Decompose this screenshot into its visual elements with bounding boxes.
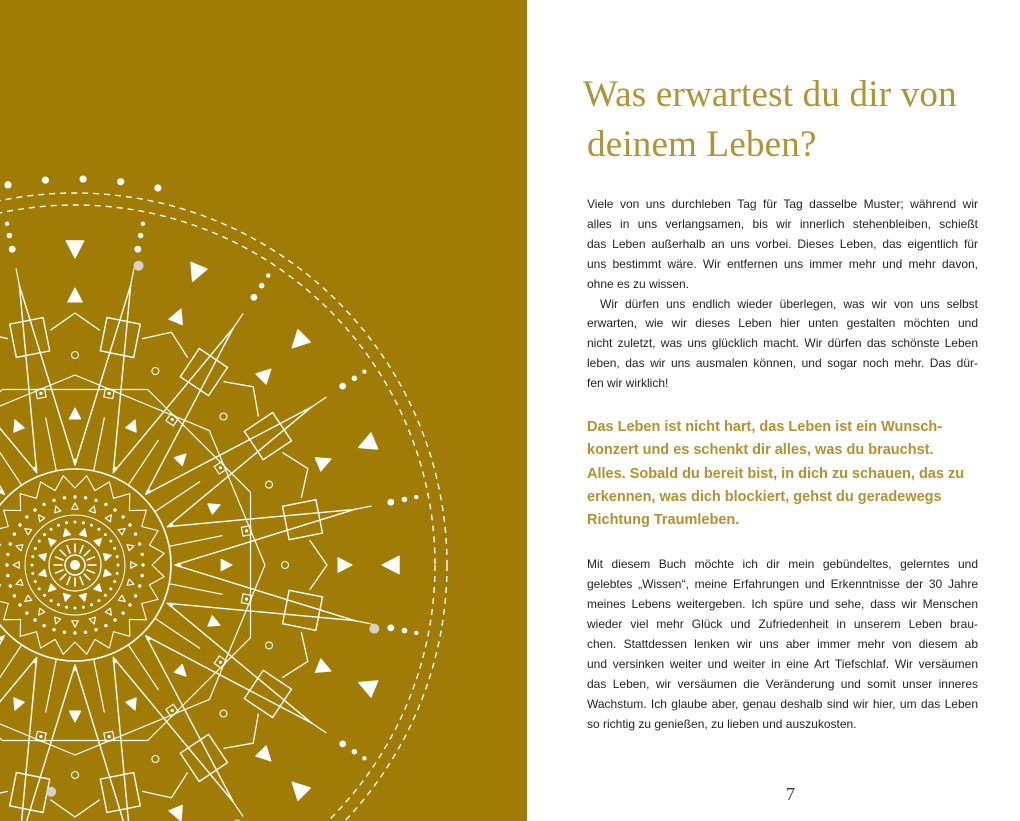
mandala-dot — [414, 495, 418, 499]
mandala-triangle — [359, 433, 378, 449]
mandala-small-ring — [220, 413, 227, 420]
body-text-line: uns bestimmt wäre. Wir entfernen uns immer mehr und mehr davon, — [587, 256, 978, 271]
mandala-dot — [113, 508, 116, 511]
mandala-triangle — [169, 309, 182, 325]
mandala-triangle — [89, 506, 95, 513]
mandala-triangle — [169, 805, 182, 821]
mandala-dot — [387, 624, 394, 631]
mandala-triangle — [315, 659, 331, 672]
mandala-triangle — [338, 558, 352, 572]
body-text-line: Mit diesem Buch möchte ich dir mein gebündeltes, gelerntes und — [587, 557, 978, 571]
mandala-triangle — [14, 420, 24, 432]
mandala-triangle — [68, 288, 82, 302]
mandala-dot — [245, 598, 248, 601]
body-text-line: ohne es zu wissen. — [587, 276, 690, 291]
mandala-line — [87, 570, 94, 573]
mandala-line — [94, 418, 105, 471]
mandala-triangle — [39, 569, 47, 576]
mandala-dot — [352, 749, 358, 755]
mandala-dot — [33, 618, 36, 621]
mandala-dot — [266, 273, 270, 277]
mandala-center-dot — [70, 560, 80, 570]
chapter-title-line: Was erwartest du dir von — [583, 74, 957, 115]
mandala-dot — [65, 521, 68, 524]
mandala-line — [312, 723, 326, 733]
mandala-dot — [121, 515, 124, 518]
mandala-line — [169, 536, 222, 547]
mandala-triangle — [104, 569, 112, 576]
mandala-dot — [97, 599, 100, 602]
mandala-triangle — [221, 559, 232, 570]
highlight-text-line: Das Leben ist nicht hart, das Leben ist ein Wunsch- — [587, 419, 943, 435]
highlight-text-line: Richtung Traumleben. — [587, 512, 740, 529]
mandala-chevron — [0, 332, 8, 357]
mandala-dot — [42, 177, 49, 184]
mandala-dot — [134, 594, 137, 597]
mandala-line — [0, 375, 75, 431]
mandala-dot — [63, 496, 66, 499]
mandala-triangle — [66, 241, 84, 258]
body-text-line: das Leben außerhalb an uns vorbei. Dieses Leben, das eigentlich für — [587, 236, 978, 251]
mandala-dot — [362, 370, 366, 374]
paragraph-intro — [587, 195, 978, 295]
mandala-dashed-ring — [0, 205, 435, 821]
mandala-triangle — [127, 579, 134, 585]
highlight-text-line: konzert und es schenkt dir alles, was du brauchst. — [587, 442, 934, 459]
mandala-line — [67, 546, 70, 553]
mandala-chevron — [224, 714, 259, 749]
mandala-triangle — [292, 330, 310, 348]
mandala-dot — [57, 524, 60, 527]
mandala-small-ring — [152, 368, 159, 375]
mandala-line — [0, 407, 4, 495]
mandala-line — [233, 802, 243, 816]
mandala-dashed-ring — [0, 193, 447, 821]
mandala-line — [113, 657, 233, 802]
mandala-line — [46, 418, 57, 471]
mandala-line — [355, 621, 372, 624]
mandala-dot — [141, 563, 144, 566]
paragraph-third — [587, 554, 978, 734]
mandala-dot — [50, 599, 53, 602]
mandala-dot — [82, 521, 85, 524]
mandala-line — [60, 550, 66, 556]
mandala-dot — [141, 222, 145, 226]
mandala-triangle — [72, 621, 78, 627]
mandala-line — [87, 557, 94, 560]
mandala-square — [244, 670, 291, 717]
mandala-dot — [128, 523, 131, 526]
mandala-dot — [116, 555, 119, 558]
mandala-triangle — [79, 529, 86, 537]
mandala-dot — [219, 466, 222, 469]
mandala-triangle — [382, 556, 399, 574]
mandala-triangle — [55, 506, 61, 513]
mandala-line — [148, 390, 251, 493]
mandala-dot — [402, 628, 408, 634]
mandala-line — [148, 638, 251, 741]
mandala-line — [169, 584, 222, 595]
mandala-triangle — [315, 458, 331, 471]
mandala-line — [46, 659, 57, 712]
mandala-triangle — [79, 594, 86, 602]
mandala-dot — [34, 547, 37, 550]
mandala-dot — [42, 503, 45, 506]
body-text-line: Viele von uns durchleben Tag für Tag dasselbe Muster; während wir — [587, 197, 978, 211]
body-text-line: nicht zuletzt, was uns glücklich macht. Wir dürfen das schönste Leben — [587, 336, 978, 351]
mandala-chevron — [142, 332, 188, 357]
mandala-triangle — [64, 529, 71, 537]
mandala-line — [131, 269, 134, 286]
body-text-line: Wachstum. Ich glaube aber, genau deshalb sind wir hier, um das Leben — [587, 697, 978, 711]
mandala-dot — [138, 584, 141, 587]
mandala-chevron — [282, 452, 307, 498]
mandala-line — [0, 636, 4, 802]
mandala-triangle — [118, 595, 125, 601]
mandala-dot — [31, 572, 34, 575]
mandala-triangle — [39, 515, 45, 522]
mandala-triangle — [64, 594, 71, 602]
mandala-dot — [104, 624, 107, 627]
mandala-dot — [116, 572, 119, 575]
mandala-dot — [52, 499, 55, 502]
mandala-dot — [113, 618, 116, 621]
mandala-triangle — [14, 698, 24, 710]
mandala-small-ring — [72, 772, 79, 779]
mandala-square — [10, 772, 50, 812]
mandala-line — [0, 645, 22, 690]
mandala-dot — [121, 611, 124, 614]
body-text-line: chen. Stattdessen lenken wir uns aber immer mehr von diesem ab — [587, 637, 978, 651]
mandala-triangle — [105, 515, 111, 522]
mandala-dot — [154, 184, 161, 191]
mandala-line — [16, 269, 19, 286]
body-text-line: Wir dürfen uns endlich wieder überlegen, was wir von uns selbst — [600, 296, 978, 311]
mandala-dot — [42, 624, 45, 627]
chapter-title-line: deinem Leben? — [587, 124, 817, 165]
mandala-dot — [104, 594, 107, 597]
mandala-triangle — [39, 608, 45, 615]
mandala-dot — [362, 756, 366, 760]
mandala-square — [244, 413, 291, 460]
mandala-dot — [104, 533, 107, 536]
mandala-line — [312, 397, 326, 407]
mandala-line — [355, 506, 372, 509]
mandala-line — [233, 314, 243, 328]
mandala-line — [0, 328, 4, 494]
mandala-dot — [74, 607, 77, 610]
mandala-square — [10, 318, 50, 358]
mandala-triangle — [105, 608, 111, 615]
mandala-triangle — [118, 529, 125, 535]
mandala-chevron — [142, 772, 188, 797]
mandala-small-ring — [266, 481, 273, 488]
mandala-small-ring — [220, 710, 227, 717]
mandala-line — [0, 657, 37, 802]
mandala-triangle — [126, 420, 136, 432]
mandala-dot — [39, 392, 42, 395]
mandala-dot — [113, 580, 116, 583]
mandala-dot — [245, 529, 248, 532]
mandala-dot — [82, 606, 85, 609]
mandala-dot — [339, 383, 346, 390]
mandala-dot — [18, 603, 21, 606]
mandala-triangle — [359, 681, 378, 697]
body-text-line: so richtig zu genießen, zu lieben und auszukosten. — [587, 717, 857, 731]
mandala-dot — [31, 564, 34, 567]
mandala-chevron — [50, 313, 99, 330]
mandala-dot — [80, 176, 87, 183]
mandala-triangle — [208, 616, 220, 626]
mandala-triangle — [16, 579, 23, 585]
mandala-square — [100, 317, 140, 357]
mandala-triangle — [49, 584, 57, 592]
mandala-dot — [50, 528, 53, 531]
mandala-dot — [104, 503, 107, 506]
mandala-dot — [9, 542, 12, 545]
mandala-dot — [18, 523, 21, 526]
mandala-dot — [117, 178, 124, 185]
mandala-triangle — [89, 617, 95, 624]
body-text-line: gelebtes „Wissen“, meine Erfahrungen und Erkenntnisse der 30 Jahre — [587, 577, 978, 591]
right-page — [527, 0, 1020, 821]
mandala-triangle — [49, 539, 57, 547]
highlight-text-line: Alles. Sobald du bereit bist, in dich zu schauen, das zu — [587, 465, 965, 482]
mandala-dot — [73, 495, 76, 498]
mandala-triangle — [25, 595, 32, 601]
body-text-line: wieder viel mehr Glück und Zufriedenheit in unserem Leben brau- — [587, 617, 978, 631]
mandala-dot — [38, 540, 41, 543]
mandala-dot — [141, 574, 144, 577]
mandala-triangle — [94, 539, 102, 547]
mandala-chevron — [0, 772, 8, 797]
mandala-dot — [113, 547, 116, 550]
mandala-dot — [138, 542, 141, 545]
mandala-dot — [5, 222, 9, 226]
mandala-accent-dot — [369, 624, 379, 634]
mandala-dot — [108, 735, 111, 738]
body-text-line: und versinken weiter und weiter in eine Art Tiefschlaf. Wir versäumen — [587, 657, 978, 671]
highlight-quote — [587, 416, 964, 532]
mandala-line — [0, 636, 4, 724]
mandala-line — [84, 550, 90, 556]
mandala-triangle — [292, 782, 310, 800]
mandala-triangle — [104, 554, 112, 561]
mandala-line — [84, 574, 90, 580]
mandala-triangle — [94, 584, 102, 592]
mandala-dot — [7, 233, 13, 239]
mandala-dot — [90, 603, 93, 606]
mandala-dot — [352, 376, 358, 382]
mandala-dot — [97, 528, 100, 531]
mandala-dot — [219, 661, 222, 664]
mandala-accent-dot — [46, 787, 56, 797]
mandala-square — [283, 500, 323, 540]
mandala-line — [60, 574, 66, 580]
mandala-dot — [117, 564, 120, 567]
mandala-line — [0, 440, 22, 485]
mandala-dot — [251, 294, 258, 301]
mandala-chevron — [282, 632, 307, 678]
mandala-dot — [25, 611, 28, 614]
body-text-line: meines Lebens weitergeben. Ich spüre und sehe, dass wir Menschen — [587, 597, 978, 611]
page-number: 7 — [786, 784, 795, 804]
mandala-triangle — [55, 617, 61, 624]
mandala-triangle — [191, 262, 207, 281]
mandala-accent-dot — [134, 261, 144, 271]
mandala-small-ring — [282, 562, 289, 569]
mandala-square — [180, 734, 227, 781]
mandala-dot — [74, 521, 77, 524]
mandala-triangle — [39, 554, 47, 561]
mandala-triangle — [208, 504, 220, 514]
mandala-dot — [90, 524, 93, 527]
mandala-line — [56, 570, 63, 573]
mandala-line — [0, 699, 75, 755]
mandala-dot — [84, 496, 87, 499]
mandala-line — [167, 603, 312, 723]
mandala-dot — [339, 741, 346, 748]
body-text-line: erwarten, wie wir dieses Leben hier unten gestalten möchten und — [587, 316, 978, 331]
mandala-dot — [414, 631, 418, 635]
mandala-dot — [138, 233, 144, 239]
mandala-dot — [13, 594, 16, 597]
mandala-dot — [38, 587, 41, 590]
mandala-triangle — [25, 529, 32, 535]
mandala-dot — [73, 631, 76, 634]
highlight-text-line: erkennen, was dich blockiert, gehst du geradewegs — [587, 488, 942, 505]
mandala-dot — [109, 540, 112, 543]
mandala-line — [94, 659, 105, 712]
mandala-triangle — [16, 545, 23, 551]
mandala-dot — [31, 555, 34, 558]
mandala-triangle — [72, 503, 78, 509]
mandala-dot — [43, 533, 46, 536]
mandala-dot — [5, 563, 8, 566]
mandala-line — [0, 328, 37, 473]
mandala-triangle — [13, 562, 19, 568]
mandala-small-ring — [266, 642, 273, 649]
mandala-dot — [108, 392, 111, 395]
mandala-line — [167, 407, 312, 527]
mandala-dot — [128, 603, 131, 606]
mandala-triangle — [69, 711, 80, 722]
mandala-triangle — [126, 698, 136, 710]
mandala-line — [56, 557, 63, 560]
mandala-chevron — [310, 540, 327, 589]
mandala-dot — [34, 580, 37, 583]
body-text-line: fen wir wirklich! — [587, 376, 669, 391]
mandala-triangle — [69, 408, 80, 419]
mandala-chevron — [224, 382, 259, 417]
mandala-triangle — [127, 545, 134, 551]
mandala-small-ring — [72, 352, 79, 359]
mandala-dot — [171, 418, 174, 421]
mandala-small-ring — [152, 756, 159, 763]
mandala-dot — [13, 532, 16, 535]
mandala-dot — [9, 246, 16, 253]
chapter-title — [583, 70, 957, 170]
mandala-dot — [6, 553, 9, 556]
mandala-triangle — [131, 562, 137, 568]
mandala-dot — [65, 606, 68, 609]
mandala-dot — [94, 499, 97, 502]
mandala-dot — [4, 181, 11, 188]
mandala-dot — [52, 628, 55, 631]
mandala-square — [180, 349, 227, 396]
body-text-line: alles in uns verlangsamen, bis wir innerlich stehenbleiben, schießt — [587, 216, 978, 231]
mandala-line — [67, 577, 70, 584]
mandala-dot — [25, 515, 28, 518]
mandala-square — [282, 590, 322, 630]
mandala-dot — [57, 603, 60, 606]
mandala-line — [80, 577, 83, 584]
mandala-chevron — [50, 800, 99, 817]
mandala-dot — [259, 283, 265, 289]
mandala-triangle — [256, 746, 271, 761]
body-text-line: das Leben, wir versäumen die Veränderung und somit unser inneres — [587, 677, 978, 691]
body-text-line: leben, das wir uns ausmalen können, und sogar noch mehr. Das dür- — [587, 356, 978, 371]
mandala-dot — [63, 631, 66, 634]
mandala-dot — [43, 594, 46, 597]
paragraph-second — [587, 295, 978, 395]
mandala-square — [100, 773, 140, 813]
mandala-triangle — [256, 369, 271, 384]
mandala-dot — [6, 574, 9, 577]
mandala-dot — [134, 246, 141, 253]
mandala-dot — [402, 497, 408, 503]
mandala-triangle — [174, 454, 186, 466]
mandala-dot — [33, 508, 36, 511]
mandala-dot — [141, 553, 144, 556]
mandala-line — [80, 546, 83, 553]
mandala-dot — [171, 709, 174, 712]
mandala-dot — [84, 631, 87, 634]
mandala-dot — [109, 587, 112, 590]
mandala-triangle — [174, 664, 186, 676]
mandala-dot — [94, 628, 97, 631]
mandala-dot — [39, 735, 42, 738]
mandala-dot — [387, 499, 394, 506]
mandala-dot — [134, 532, 137, 535]
mandala-dot — [9, 584, 12, 587]
mandala-line — [113, 328, 233, 473]
